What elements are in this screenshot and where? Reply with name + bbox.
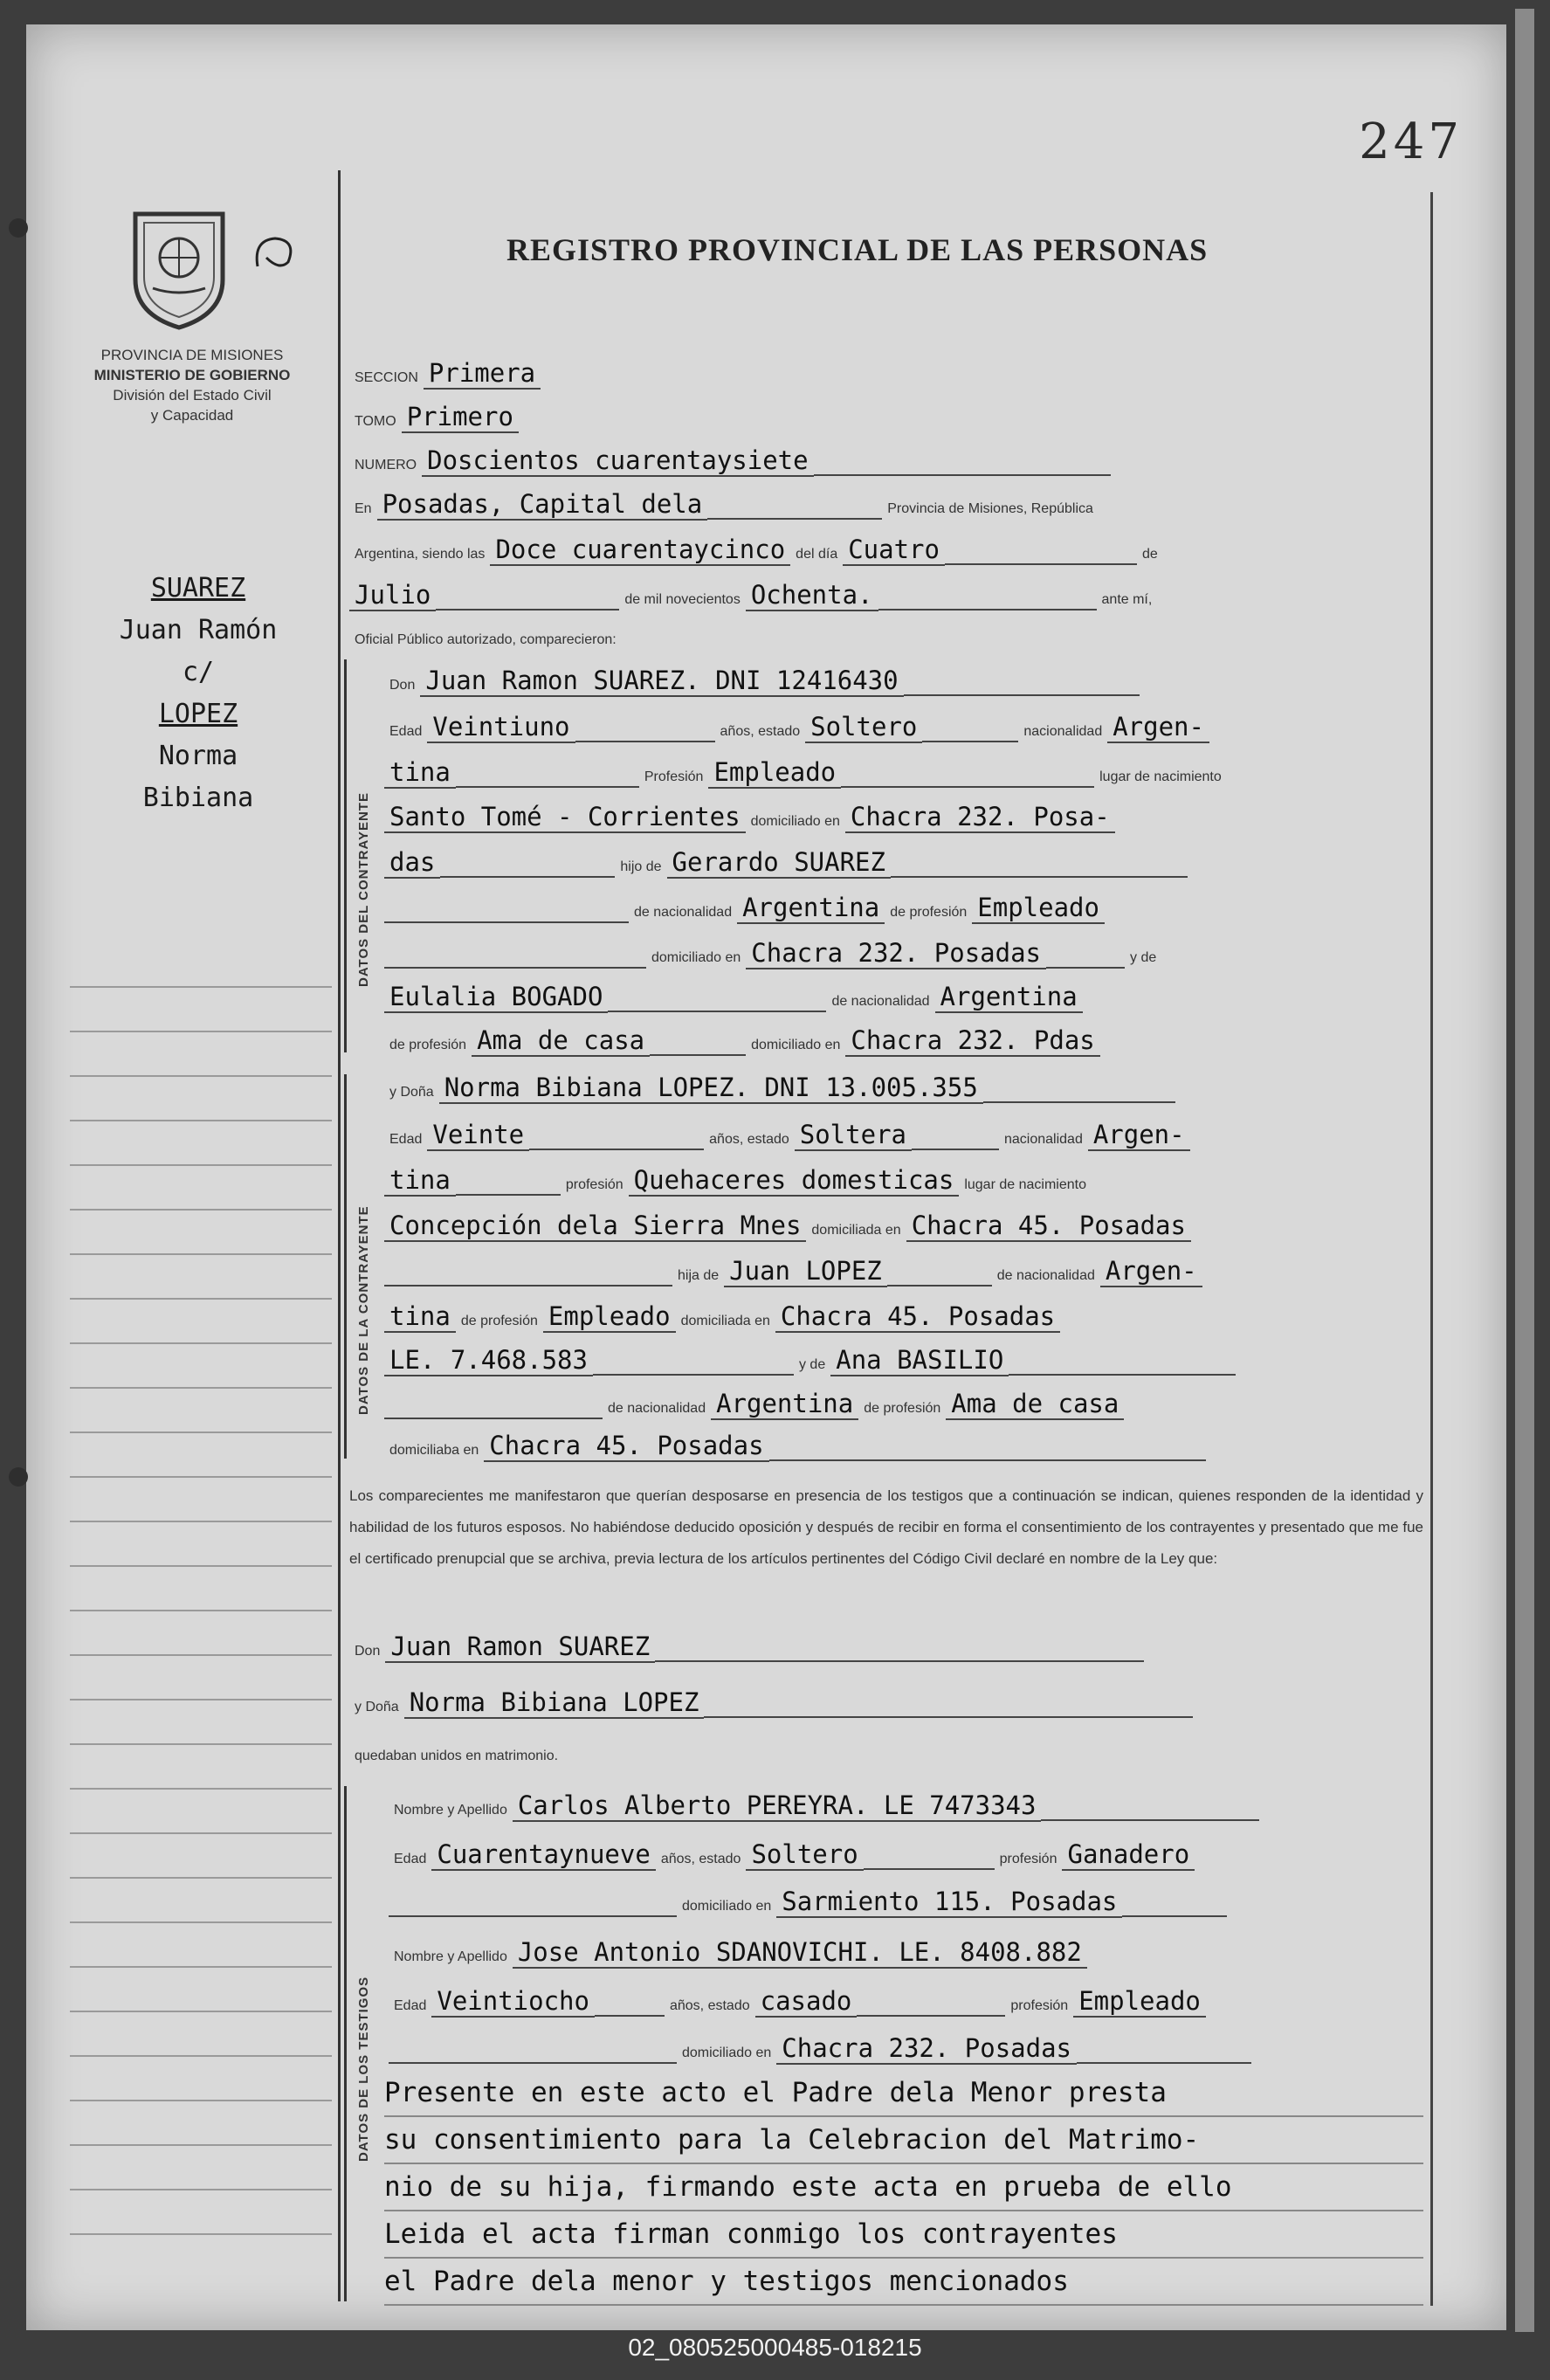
hora-value: Doce cuarentaycinco	[490, 535, 790, 566]
fecha-row	[349, 580, 1157, 611]
contrayenta-madre-nac: Argentina	[711, 1389, 858, 1420]
tomo-row	[349, 402, 519, 431]
issuer-header	[52, 345, 332, 425]
hija-label: hija de	[678, 1268, 720, 1283]
contrayente-profesion-row	[384, 757, 1227, 788]
madre-prof-label: de profesión	[864, 1401, 941, 1416]
contrayenta-padre-dom: Chacra 45. Posadas	[775, 1301, 1060, 1333]
contrayenta-estado: Soltera	[795, 1120, 912, 1151]
domicilio-label: domiciliado en	[682, 2045, 772, 2060]
book-edge	[1515, 9, 1534, 2332]
contrayente-padre-nac-row	[384, 893, 1105, 923]
padre-dom-label: domiciliada en	[680, 1314, 770, 1328]
madre-nac-label: de nacionalidad	[831, 994, 930, 1009]
contrayenta-lugar-nac: Concepción dela Sierra Mnes	[384, 1211, 806, 1242]
note-line: Leida el acta firman conmigo los contrayentes	[384, 2211, 1423, 2259]
unidos-text: quedaban unidos en matrimonio.	[355, 1749, 559, 1763]
binding-hole	[9, 1467, 28, 1487]
contrayenta-padre-prof: Empleado	[543, 1301, 676, 1333]
testigo1-profesion: Ganadero	[1062, 1839, 1195, 1871]
edad-label: Edad	[389, 724, 423, 739]
anos-label: años, estado	[709, 1132, 789, 1147]
don-label: Don	[389, 678, 416, 693]
contrayenta-madre: Ana BASILIO	[830, 1345, 1009, 1376]
numero-label: NUMERO	[355, 458, 417, 473]
contrayenta-section-label: DATOS DE LA CONTRAYENTE	[356, 1205, 371, 1415]
tomo-label: TOMO	[355, 414, 396, 429]
seccion-label: SECCION	[355, 370, 418, 385]
dia-label: del día	[796, 547, 838, 562]
dia-value: Cuatro	[843, 535, 945, 566]
anio-value: Ochenta.	[746, 580, 878, 611]
note-line: Presente en este acto el Padre dela Menor presta	[384, 2070, 1423, 2117]
contrayente-edad-row	[384, 712, 1209, 742]
dona-label: y Doña	[389, 1085, 434, 1100]
edad-label: Edad	[394, 1852, 427, 1866]
division-label: División del Estado Civil	[113, 387, 272, 404]
padre-nac-label: de nacionalidad	[996, 1268, 1095, 1283]
contrayente-padre-prof: Empleado	[972, 893, 1105, 924]
margin-surname-2: LOPEZ	[158, 699, 238, 729]
tomo-value: Primero	[402, 402, 519, 433]
margin-name-3: Bibiana	[142, 783, 254, 813]
contrayenta-nombre-row	[384, 1073, 1175, 1103]
contrayente-madre-nac: Argentina	[935, 982, 1083, 1013]
contrayente-lugar-row	[384, 802, 1115, 831]
contrayenta-padre-row	[384, 1256, 1202, 1287]
margin-name-2: Norma	[158, 741, 238, 771]
contrayenta-profesion-row	[384, 1165, 1092, 1196]
testigo2-nombre-row	[389, 1937, 1087, 1967]
note-line: nio de su hija, firmando este acta en prueba de ello	[384, 2164, 1423, 2211]
numero-value: Doscientos cuarentaysiete	[422, 445, 814, 477]
anos-label: años, estado	[720, 724, 801, 739]
domicilio-label: domiciliado en	[682, 1899, 772, 1914]
testigo2-edad-row	[389, 1986, 1206, 2017]
union-dona-name: Norma Bibiana LOPEZ	[404, 1687, 705, 1719]
contrayente-madre: Eulalia BOGADO	[384, 982, 608, 1013]
margin-divider	[338, 170, 341, 2301]
contrayenta-nombre: Norma Bibiana LOPEZ. DNI 13.005.355	[439, 1073, 983, 1104]
contrayente-padre: Gerardo SUAREZ	[667, 847, 891, 879]
margin-ruled-lines	[70, 943, 332, 2253]
madre-prof-label: de profesión	[389, 1038, 467, 1052]
contrayenta-edad: Veinte	[427, 1120, 529, 1151]
union-don-row	[349, 1632, 1144, 1662]
contrayenta-profesion: Quehaceres domesticas	[629, 1165, 960, 1197]
page-title: REGISTRO PROVINCIAL DE LAS PERSONAS	[506, 232, 1209, 267]
province-label: PROVINCIA DE MISIONES	[100, 347, 284, 363]
testigo1-edad: Cuarentaynueve	[431, 1839, 655, 1871]
anio-label: de mil novecientos	[624, 592, 741, 607]
contrayente-section-label: DATOS DEL CONTRAYENTE	[356, 792, 371, 987]
contrayente-madre-prof-row	[384, 1025, 1100, 1056]
testigo1-edad-row	[389, 1839, 1195, 1870]
profesion-label: Profesión	[644, 769, 704, 784]
contrayenta-edad-row	[384, 1120, 1190, 1150]
testigos-section-label: DATOS DE LOS TESTIGOS	[356, 1976, 371, 2162]
contrayenta-lugar-row	[384, 1211, 1191, 1240]
mes-value: Julio	[349, 580, 436, 611]
testigo1-nombre: Carlos Alberto PEREYRA. LE 7473343	[513, 1790, 1042, 1822]
lugar-row	[349, 489, 1099, 520]
division-label-2: y Capacidad	[150, 407, 234, 424]
testigo2-estado: casado	[755, 1986, 858, 2018]
profesion-label: profesión	[565, 1177, 623, 1192]
de-label: de	[1141, 547, 1158, 562]
contrayente-nombre: Juan Ramon SUAREZ. DNI 12416430	[420, 666, 903, 697]
testigos-bracket	[344, 1786, 347, 2301]
contrayenta-padre: Juan LOPEZ	[724, 1256, 887, 1287]
handwritten-mark-icon	[249, 231, 301, 275]
contrayente-madre-row	[384, 982, 1083, 1012]
contrayenta-nacionalidad: Argen-	[1088, 1120, 1190, 1151]
contrayenta-bracket	[344, 1074, 347, 1459]
nombre-apellido-label: Nombre y Apellido	[394, 1803, 507, 1818]
contrayente-bracket	[344, 659, 347, 1052]
domicilio-label: domiciliada en	[811, 1223, 901, 1238]
contrayenta-madre-prof: Ama de casa	[946, 1389, 1124, 1420]
anos-label: años, estado	[669, 1998, 750, 2013]
oficial-text: Oficial Público autorizado, comparecieron:	[355, 632, 617, 647]
oficial-row	[349, 631, 622, 648]
margin-name-1: Juan Ramón	[119, 615, 278, 645]
nombre-apellido-label: Nombre y Apellido	[394, 1949, 507, 1964]
testigo2-domicilio: Chacra 232. Posadas	[776, 2033, 1077, 2065]
lugar-value: Posadas, Capital dela	[377, 489, 708, 521]
page-number: 247	[1359, 114, 1463, 170]
don-label: Don	[355, 1644, 381, 1659]
provincial-emblem-icon	[114, 197, 245, 332]
contrayenta-padre-doc: LE. 7.468.583	[384, 1345, 593, 1376]
contrayente-lugar-nac: Santo Tomé - Corrientes	[384, 802, 746, 833]
padre-nac-label: de nacionalidad	[634, 905, 733, 920]
madre-dom-label: domiciliado en	[751, 1038, 841, 1052]
argentina-text: Argentina, siendo las	[355, 547, 486, 562]
note-line: el Padre dela menor y testigos mencionados	[384, 2259, 1423, 2306]
contrayenta-madre-dom-row	[384, 1431, 1206, 1461]
ministry-label: MINISTERIO DE GOBIERNO	[93, 367, 291, 383]
testigo2-dom-row	[389, 2033, 1251, 2064]
contrayente-madre-prof: Ama de casa	[472, 1025, 650, 1057]
provincia-text: Provincia de Misiones, República	[887, 501, 1093, 516]
contrayenta-madre-row	[384, 1345, 1236, 1376]
contrayenta-madre-dom: Chacra 45. Posadas	[484, 1431, 768, 1462]
testigo1-dom-row	[389, 1887, 1227, 1917]
seccion-row	[349, 358, 541, 388]
en-label: En	[355, 501, 372, 516]
margin-conjunction: c/	[182, 657, 215, 687]
lugar-nac-label: lugar de nacimiento	[964, 1177, 1086, 1192]
binding-hole	[9, 218, 28, 238]
testigo1-nombre-row	[389, 1790, 1259, 1821]
hora-row	[349, 535, 1163, 565]
padre-prof-label: de profesión	[460, 1314, 538, 1328]
ante-mi-text: ante mí,	[1101, 592, 1153, 607]
contrayente-padre-row	[384, 847, 1188, 878]
contrayente-madre-dom: Chacra 232. Pdas	[845, 1025, 1099, 1057]
contrayente-padre-dom-row	[384, 938, 1161, 969]
contrayenta-domicilio: Chacra 45. Posadas	[906, 1211, 1191, 1242]
right-border	[1430, 192, 1433, 2306]
nacionalidad-label: nacionalidad	[1023, 724, 1103, 739]
domicilio-label: domiciliado en	[750, 814, 840, 829]
dona-label: y Doña	[355, 1700, 399, 1714]
lugar-nac-label: lugar de nacimiento	[1099, 769, 1222, 784]
margin-annotation	[54, 568, 342, 819]
edad-label: Edad	[394, 1998, 427, 2013]
contrayenta-padre-nac-2: tina	[384, 1301, 456, 1333]
union-dona-row	[349, 1687, 1193, 1718]
testigo2-edad: Veintiocho	[431, 1986, 595, 2018]
contrayente-nacionalidad-2: tina	[384, 757, 456, 789]
contrayente-padre-nac: Argentina	[737, 893, 885, 924]
contrayente-estado: Soltero	[805, 712, 922, 743]
contrayente-nombre-row	[384, 666, 1140, 696]
hijo-label: hijo de	[620, 859, 662, 874]
contrayente-edad: Veintiuno	[427, 712, 575, 743]
padre-prof-label: de profesión	[890, 905, 968, 920]
testigo1-domicilio: Sarmiento 115. Posadas	[776, 1887, 1122, 1918]
profesion-label: profesión	[1010, 1998, 1069, 2013]
contrayenta-padre-prof-row	[384, 1301, 1060, 1331]
scan-identifier: 02_080525000485-018215	[628, 2334, 922, 2361]
unidos-row	[349, 1747, 563, 1764]
edad-label: Edad	[389, 1132, 423, 1147]
padre-dom-label: domiciliado en	[651, 950, 741, 965]
union-don-name: Juan Ramon SUAREZ	[385, 1632, 655, 1663]
y-de-label: y de	[798, 1357, 826, 1372]
anos-label: años, estado	[660, 1852, 741, 1866]
testigo2-nombre: Jose Antonio SDANOVICHI. LE. 8408.882	[513, 1937, 1087, 1969]
madre-nac-label: de nacionalidad	[608, 1401, 706, 1416]
contrayente-domicilio: Chacra 232. Posa-	[845, 802, 1115, 833]
contrayenta-madre-nac-row	[384, 1389, 1124, 1419]
observaciones-note	[384, 2070, 1423, 2306]
madre-dom-label: domiciliaba en	[389, 1443, 479, 1458]
nacionalidad-label: nacionalidad	[1003, 1132, 1083, 1147]
note-line: su consentimiento para la Celebracion del Matrimo-	[384, 2117, 1423, 2164]
declaration-paragraph: Los comparecientes me manifestaron que querían desposarse en presencia de los testigos que a continuación se indican, quienes responden de la identidad y habilidad de los futuros esposos. No habiéndose deducido oposición y después de recibir en forma el consentimiento de los contrayentes y presentado que me fue el certificado prenupcial que se archiva, previa lectura de los artículos pertinentes del Código Civil declaré en nombre de la Ley que:	[349, 1487, 1423, 1567]
margin-surname-1: SUAREZ	[150, 573, 246, 604]
numero-row	[349, 445, 1111, 476]
contrayente-padre-dom: Chacra 232. Posadas	[746, 938, 1046, 969]
contrayenta-nacionalidad-2: tina	[384, 1165, 456, 1197]
profesion-label: profesión	[999, 1852, 1057, 1866]
testigo1-estado: Soltero	[746, 1839, 863, 1871]
contrayente-profesion: Empleado	[708, 757, 841, 789]
contrayente-domicilio-2: das	[384, 847, 440, 879]
testigo2-profesion: Empleado	[1073, 1986, 1206, 2018]
contrayenta-padre-nac: Argen-	[1100, 1256, 1202, 1287]
y-de-label: y de	[1130, 950, 1157, 965]
seccion-value: Primera	[424, 358, 541, 390]
contrayente-nacionalidad: Argen-	[1107, 712, 1209, 743]
